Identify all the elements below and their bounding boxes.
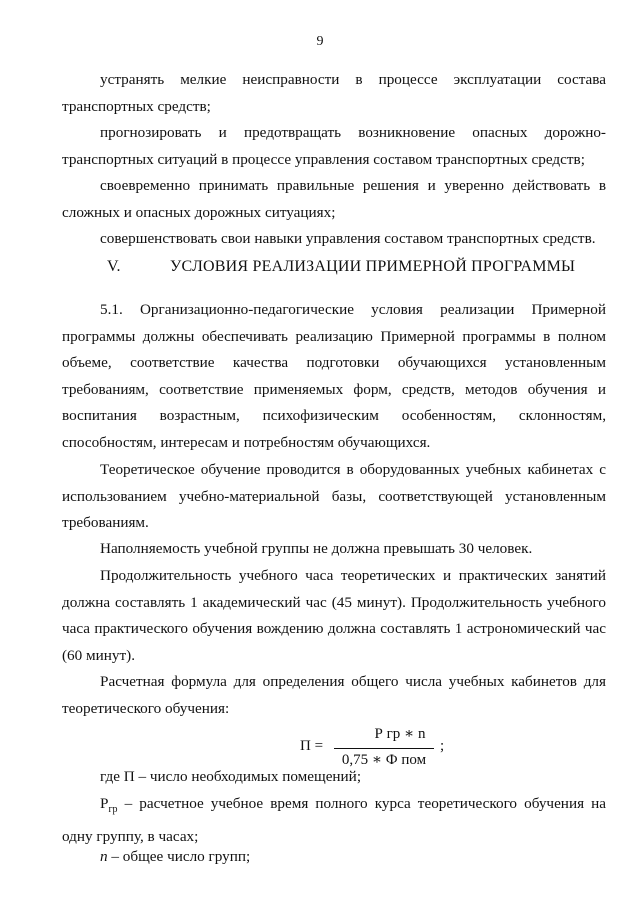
definition-n-text: – общее число групп; bbox=[107, 848, 251, 865]
page-number: 9 bbox=[316, 34, 324, 49]
section-title: УСЛОВИЯ РЕАЛИЗАЦИИ ПРИМЕРНОЙ ПРОГРАММЫ bbox=[170, 258, 576, 275]
paragraph: Расчетная формула для определения общего числа учебных кабинетов для теоретического обучения: bbox=[62, 673, 606, 717]
symbol-n: n bbox=[100, 848, 108, 865]
list-item: прогнозировать и предотвращать возникновение опасных дорожно-транспортных ситуаций в процессе управления составом транспортных средств; bbox=[62, 124, 606, 168]
paragraph: 5.1. Организационно-педагогические условия реализации Примерной программы должны обеспечивать реализацию Примерной программы в полном объеме, соответствие качества подготовки обучающихся установленным требованиям, соответствие применяемых форм, средств, методов обучения и воспитания возрастным, психофизическим особенностям, склонностям, способностям, интересам и потребностям обучающихся. bbox=[62, 301, 606, 451]
symbol-r-subscript: гр bbox=[108, 804, 118, 816]
formula-semicolon: ; bbox=[440, 738, 445, 754]
fraction-bar bbox=[334, 748, 434, 749]
definition-rgr bbox=[62, 791, 606, 850]
paragraph: Продолжительность учебного часа теоретических и практических занятий должна составлять 1 академический час (45 минут). Продолжительность учебного часа практического обучения вождению должна составлять 1 астрономический час (60 минут). bbox=[62, 567, 606, 664]
definition-p: где П – число необходимых помещений; bbox=[100, 768, 362, 785]
definition-n bbox=[62, 844, 606, 871]
list-item: устранять мелкие неисправности в процессе эксплуатации состава транспортных средств; bbox=[62, 71, 606, 115]
list-item: своевременно принимать правильные решения и уверенно действовать в сложных и опасных дорожных ситуациях; bbox=[62, 177, 606, 221]
formula-lhs: П = bbox=[300, 738, 324, 754]
symbol-r: Р bbox=[100, 795, 109, 812]
paragraph: Наполняемость учебной группы не должна превышать 30 человек. bbox=[100, 540, 533, 557]
formula-numerator: Р гр ∗ n bbox=[374, 726, 426, 742]
formula-denominator: 0,75 ∗ Ф пом bbox=[341, 752, 427, 768]
section-number: V. bbox=[107, 258, 121, 275]
definition-rgr-text: – расчетное учебное время полного курса теоретического обучения на одну группу, в часах; bbox=[62, 795, 606, 845]
paragraph: Теоретическое обучение проводится в оборудованных учебных кабинетах с использованием учебно-материальной базы, соответствующей установленным требованиям. bbox=[62, 461, 606, 531]
list-item: совершенствовать свои навыки управления составом транспортных средств. bbox=[100, 230, 596, 247]
